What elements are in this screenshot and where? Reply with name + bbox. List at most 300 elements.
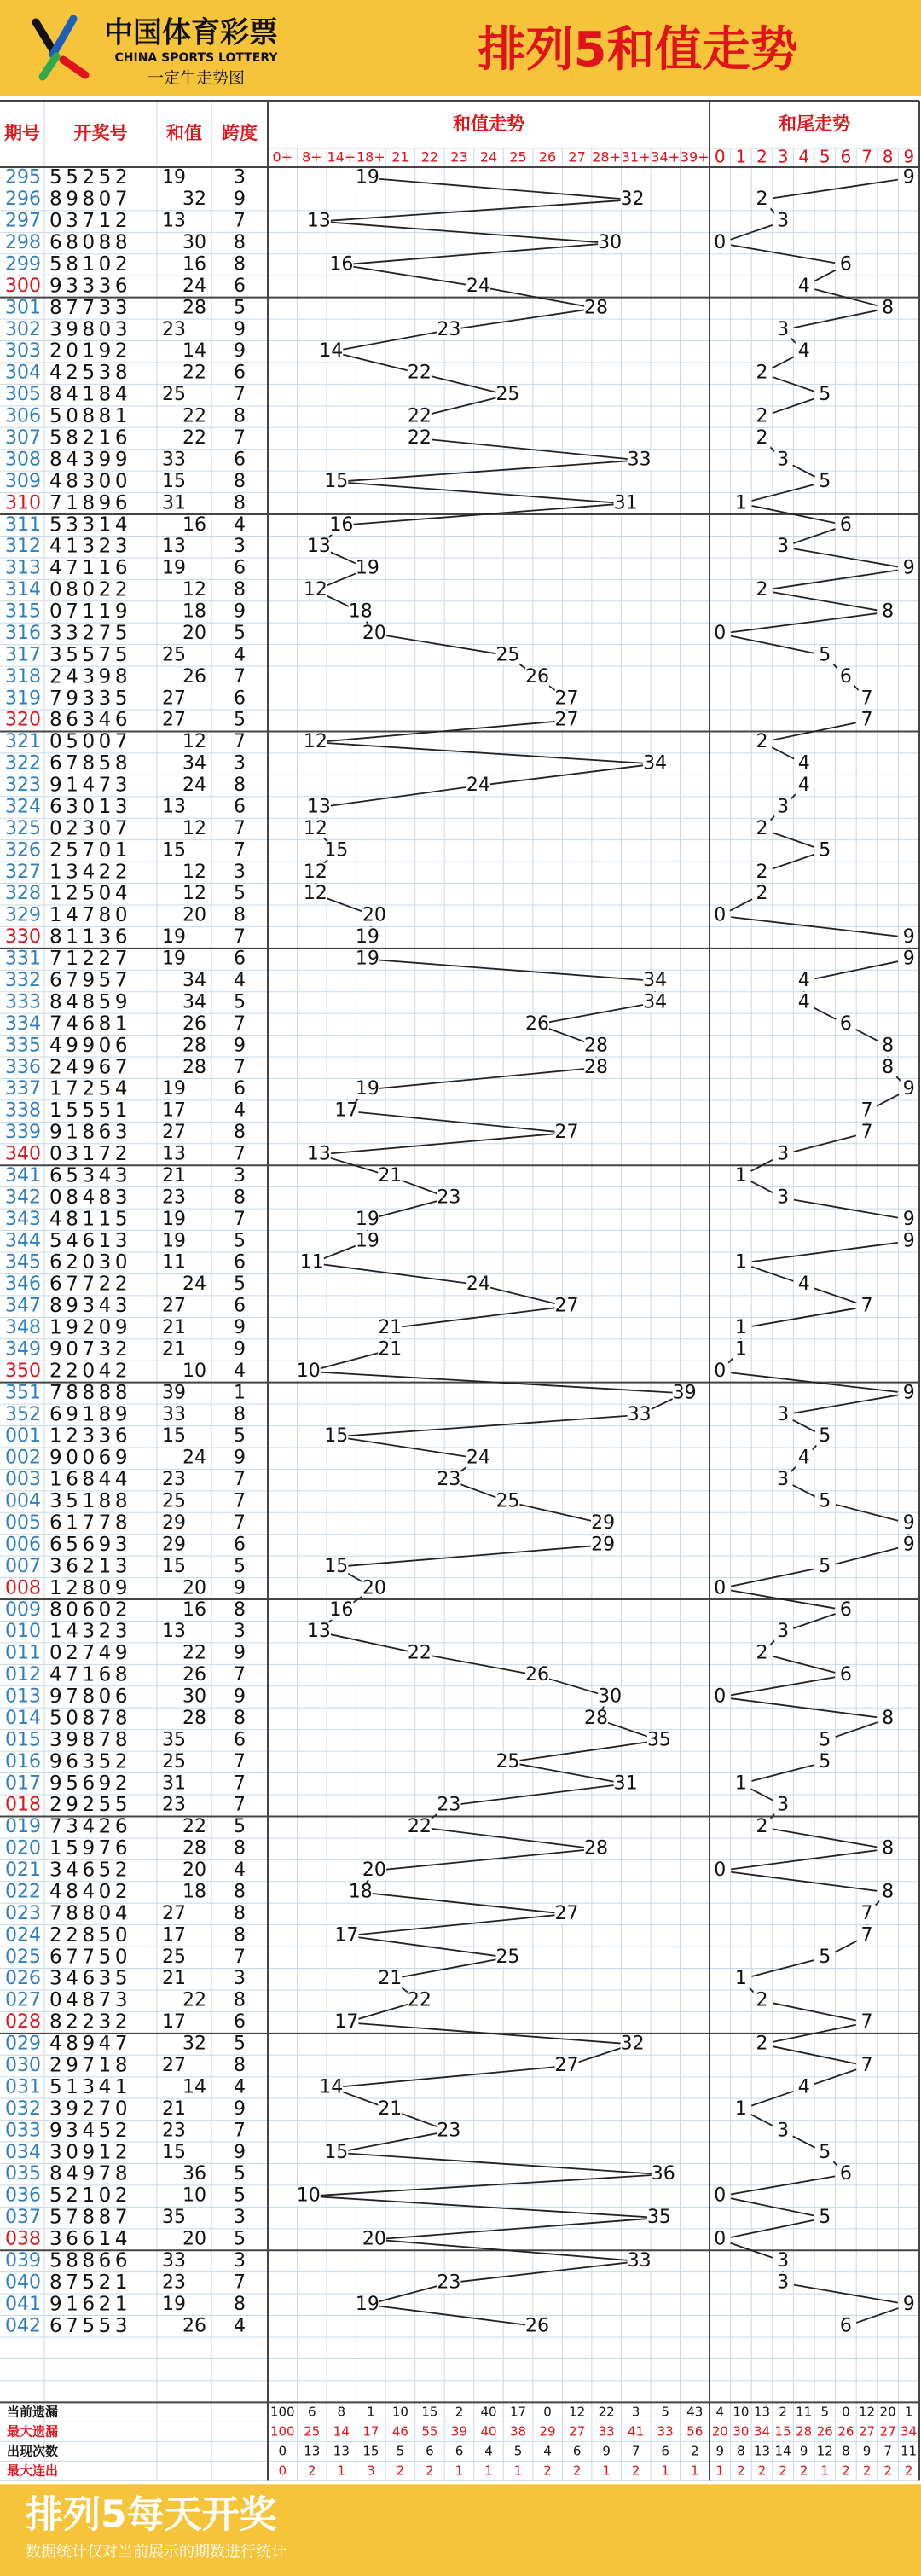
tail-digit-label: 5 — [819, 146, 831, 167]
issue-number: 007 — [5, 1555, 41, 1577]
sum-marker: 22 — [407, 1816, 432, 1838]
sum-value: 23 — [162, 2271, 186, 2294]
span-value: 6 — [234, 1295, 246, 1317]
draw-number: 5 7 8 8 7 — [49, 2206, 128, 2229]
tail-marker: 7 — [860, 1122, 873, 1144]
issue-number: 029 — [5, 2033, 41, 2055]
draw-number: 7 8 8 0 4 — [49, 1902, 128, 1925]
tail-marker: 1 — [734, 1251, 747, 1273]
tail-marker: 2 — [756, 189, 768, 211]
span-value: 4 — [234, 1360, 246, 1382]
draw-number: 3 3 2 7 5 — [49, 622, 128, 645]
draw-number: 2 9 7 1 8 — [49, 2054, 128, 2077]
sum-value: 23 — [162, 1469, 186, 1491]
tail-marker: 7 — [860, 1295, 873, 1317]
issue-number: 326 — [5, 839, 41, 862]
sum-value: 23 — [162, 2120, 186, 2142]
issue-number: 325 — [5, 817, 41, 839]
stat-sum-value: 41 — [628, 2423, 645, 2440]
issue-number: 042 — [5, 2315, 41, 2337]
sum-value: 24 — [182, 275, 206, 297]
stat-label: 最大遗漏 — [7, 2423, 59, 2440]
sum-marker: 33 — [627, 2249, 652, 2271]
sum-value: 20 — [182, 904, 206, 926]
sum-marker: 16 — [329, 253, 354, 276]
span-value: 8 — [234, 775, 246, 797]
sum-value: 16 — [182, 1598, 206, 1621]
stat-tail-value: 34 — [901, 2423, 918, 2440]
sum-bin-label: 8+ — [302, 148, 322, 165]
sum-marker: 20 — [362, 1859, 386, 1882]
stat-sum-value: 12 — [569, 2404, 586, 2420]
tail-marker: 3 — [777, 2120, 790, 2142]
draw-number: 1 2 5 0 4 — [49, 882, 128, 905]
sum-marker: 23 — [437, 1186, 461, 1209]
sum-bin-label: 14+ — [327, 148, 356, 165]
tail-marker: 6 — [839, 1664, 852, 1686]
sum-marker: 30 — [598, 1685, 623, 1708]
sum-value: 35 — [162, 2207, 186, 2229]
sum-bin-label: 18+ — [356, 148, 385, 165]
tail-marker: 9 — [902, 557, 915, 579]
stat-sum-value: 43 — [686, 2404, 704, 2420]
tail-marker: 9 — [902, 1078, 915, 1100]
sum-marker: 15 — [324, 1425, 349, 1448]
stat-sum-value: 10 — [391, 2404, 408, 2420]
issue-number: 017 — [5, 1772, 41, 1795]
stat-sum-value: 8 — [337, 2404, 346, 2420]
stat-sum-value: 2 — [426, 2463, 434, 2479]
issue-number: 299 — [5, 253, 41, 276]
tail-marker: 8 — [882, 297, 895, 319]
sum-marker: 19 — [355, 166, 379, 189]
sum-bin-label: 21 — [391, 148, 409, 165]
sum-value: 13 — [162, 536, 186, 558]
tail-marker: 2 — [756, 861, 768, 883]
sum-value: 16 — [182, 513, 206, 536]
draw-number: 8 9 8 0 7 — [49, 188, 128, 211]
stat-sum-value: 25 — [304, 2423, 321, 2440]
span-value: 9 — [234, 2141, 246, 2163]
draw-number: 4 7 1 6 8 — [49, 1663, 128, 1686]
sum-marker: 25 — [495, 1490, 520, 1512]
span-value: 7 — [234, 1056, 246, 1078]
stat-sum-value: 22 — [598, 2404, 615, 2420]
stat-sum-value: 40 — [480, 2404, 497, 2420]
tail-marker: 2 — [756, 2033, 768, 2055]
issue-number: 348 — [5, 1317, 41, 1339]
span-value: 6 — [234, 557, 246, 579]
stat-tail-value: 34 — [753, 2423, 771, 2440]
span-value: 7 — [234, 1664, 246, 1686]
issue-number: 338 — [5, 1099, 41, 1122]
stat-tail-value: 9 — [862, 2443, 872, 2459]
sum-marker: 17 — [334, 1924, 359, 1947]
draw-number: 6 7 5 5 3 — [49, 2314, 128, 2337]
sum-marker: 13 — [306, 210, 331, 232]
sum-marker: 12 — [303, 731, 327, 753]
issue-number: 346 — [5, 1273, 41, 1296]
span-value: 9 — [234, 1642, 246, 1664]
stat-tail-value: 13 — [753, 2443, 771, 2459]
draw-number: 7 9 3 3 5 — [49, 687, 128, 710]
stat-tail-value: 2 — [779, 2463, 787, 2479]
stat-tail-value: 12 — [816, 2443, 833, 2459]
sum-marker: 12 — [303, 579, 327, 601]
span-value: 9 — [234, 189, 246, 211]
stat-sum-value: 39 — [450, 2423, 468, 2440]
issue-number: 013 — [5, 1685, 41, 1708]
sum-bin-label: 24 — [479, 148, 498, 165]
stat-tail-value: 1 — [904, 2404, 913, 2420]
stat-sum-value: 29 — [539, 2423, 556, 2440]
sum-value: 19 — [162, 166, 186, 189]
sum-value: 23 — [162, 1186, 186, 1209]
sum-value: 33 — [162, 449, 186, 471]
draw-number: 3 9 8 0 3 — [49, 318, 128, 341]
sum-marker: 25 — [495, 384, 520, 406]
footer-note: 数据统计仅对当前展示的期数进行统计 — [26, 2543, 287, 2561]
stat-sum-value: 2 — [631, 2463, 640, 2479]
tail-marker: 6 — [839, 2315, 852, 2337]
tail-marker: 9 — [902, 1382, 915, 1404]
tail-marker: 9 — [902, 926, 915, 949]
stat-sum-value: 6 — [426, 2443, 434, 2459]
sum-marker: 32 — [620, 2033, 645, 2055]
stat-sum-value: 5 — [661, 2404, 669, 2420]
draw-number: 2 2 0 4 2 — [49, 1360, 128, 1383]
sum-marker: 25 — [495, 1750, 520, 1772]
draw-number: 9 1 8 6 3 — [49, 1121, 128, 1144]
sum-marker: 11 — [299, 1251, 324, 1273]
issue-number: 040 — [5, 2271, 41, 2294]
stat-sum-value: 9 — [602, 2443, 611, 2459]
draw-number: 9 1 4 7 3 — [49, 774, 128, 797]
stat-tail-value: 20 — [711, 2423, 728, 2440]
tail-marker: 3 — [777, 1794, 790, 1816]
sum-value: 27 — [162, 1902, 186, 1924]
sum-marker: 12 — [303, 883, 327, 905]
stat-sum-value: 100 — [269, 2423, 295, 2440]
span-value: 5 — [234, 622, 246, 644]
draw-number: 7 3 4 2 6 — [49, 1815, 128, 1838]
tail-marker: 3 — [777, 2271, 790, 2294]
sum-bin-label: 27 — [568, 148, 586, 165]
sum-value: 25 — [162, 1490, 186, 1512]
issue-number: 323 — [5, 775, 41, 797]
sum-marker: 28 — [584, 1837, 609, 1859]
sum-value: 33 — [162, 1403, 186, 1425]
stat-sum-value: 33 — [657, 2423, 674, 2440]
issue-number: 018 — [5, 1794, 41, 1816]
span-value: 7 — [234, 210, 246, 232]
stat-sum-value: 2 — [308, 2463, 316, 2479]
draw-number: 8 6 3 4 6 — [49, 709, 128, 732]
issue-number: 008 — [5, 1577, 41, 1599]
sum-marker: 35 — [646, 2207, 671, 2229]
tail-marker: 6 — [839, 665, 852, 688]
span-value: 9 — [234, 1317, 246, 1339]
issue-number: 329 — [5, 904, 41, 926]
span-value: 5 — [234, 1273, 246, 1296]
tail-marker: 9 — [902, 2293, 915, 2315]
sum-marker: 19 — [355, 1230, 379, 1252]
logo-text-en: CHINA SPORTS LOTTERY — [114, 51, 278, 65]
span-value: 5 — [234, 1555, 246, 1577]
span-value: 5 — [234, 1230, 246, 1252]
sum-value: 17 — [162, 1924, 186, 1947]
sum-value: 10 — [182, 1360, 206, 1382]
tail-marker: 1 — [734, 492, 747, 514]
issue-number: 334 — [5, 1012, 41, 1035]
sum-marker: 29 — [591, 1512, 616, 1534]
stat-sum-value: 0 — [278, 2463, 287, 2479]
issue-number: 041 — [5, 2293, 41, 2315]
sum-marker: 24 — [466, 775, 490, 797]
draw-number: 4 8 3 0 0 — [49, 470, 128, 493]
sum-marker: 31 — [613, 1772, 638, 1795]
sum-value: 29 — [162, 1512, 186, 1534]
sum-value: 26 — [182, 1664, 206, 1686]
tail-marker: 5 — [819, 2141, 831, 2163]
tail-marker: 5 — [819, 839, 831, 862]
sum-value: 22 — [182, 1816, 206, 1838]
stat-tail-value: 26 — [837, 2423, 854, 2440]
sum-marker: 19 — [355, 1078, 379, 1100]
issue-number: 319 — [5, 688, 41, 710]
tail-marker: 4 — [797, 1447, 810, 1469]
stat-tail-value: 15 — [774, 2423, 791, 2440]
tail-marker: 1 — [734, 1338, 747, 1361]
issue-number: 342 — [5, 1186, 41, 1209]
sum-marker: 34 — [643, 991, 668, 1013]
sum-value: 30 — [182, 1685, 206, 1708]
sum-value: 28 — [182, 1707, 206, 1729]
span-value: 9 — [234, 340, 246, 363]
draw-number: 8 7 7 3 3 — [49, 296, 128, 319]
sum-marker: 21 — [378, 1338, 403, 1361]
issue-number: 004 — [5, 1490, 41, 1512]
stat-sum-value: 2 — [396, 2463, 405, 2479]
span-value: 7 — [234, 1143, 246, 1165]
draw-number: 8 2 2 3 2 — [49, 2010, 128, 2034]
draw-number: 5 8 2 1 6 — [49, 426, 128, 450]
sum-value: 19 — [162, 1230, 186, 1252]
issue-number: 020 — [5, 1837, 41, 1859]
sum-marker: 33 — [627, 449, 652, 471]
sum-value: 15 — [162, 1425, 186, 1448]
sum-marker: 23 — [437, 1469, 461, 1491]
span-value: 7 — [234, 1469, 246, 1491]
stat-tail-value: 30 — [733, 2423, 750, 2440]
sum-marker: 26 — [524, 2315, 549, 2337]
draw-number: 0 2 3 0 7 — [49, 817, 128, 840]
sum-marker: 24 — [466, 1273, 490, 1296]
draw-number: 1 2 8 0 9 — [49, 1576, 128, 1599]
stat-tail-value: 2 — [799, 2463, 808, 2479]
sum-value: 27 — [162, 2055, 186, 2076]
span-value: 3 — [234, 752, 246, 775]
sum-value: 22 — [182, 1989, 206, 2011]
issue-number: 302 — [5, 318, 41, 340]
draw-number: 3 9 2 7 0 — [49, 2097, 128, 2121]
tail-digit-label: 2 — [756, 146, 768, 167]
tail-marker: 7 — [860, 2011, 873, 2034]
sum-marker: 26 — [524, 665, 549, 688]
stat-tail-value: 2 — [842, 2463, 850, 2479]
sum-value: 28 — [182, 1035, 206, 1057]
tail-marker: 9 — [902, 948, 915, 970]
tail-marker: 8 — [882, 1056, 895, 1078]
sum-marker: 28 — [584, 297, 609, 319]
span-value: 7 — [234, 665, 246, 688]
tail-marker: 2 — [756, 1816, 768, 1838]
issue-number: 309 — [5, 470, 41, 492]
tail-marker: 5 — [819, 384, 831, 406]
tail-marker: 5 — [819, 1946, 831, 1968]
stat-tail-value: 27 — [879, 2423, 896, 2440]
stat-sum-value: 17 — [362, 2423, 379, 2440]
column-header-span: 跨度 — [222, 123, 258, 143]
issue-number: 313 — [5, 557, 41, 579]
sum-value: 20 — [182, 1577, 206, 1599]
span-value: 9 — [234, 318, 246, 340]
tail-marker: 8 — [882, 1881, 895, 1903]
tail-marker: 5 — [819, 1425, 831, 1448]
sum-marker: 39 — [672, 1382, 697, 1404]
span-value: 8 — [234, 2055, 246, 2076]
span-value: 7 — [234, 1946, 246, 1968]
tail-marker: 2 — [756, 1989, 768, 2011]
sum-marker: 21 — [378, 2097, 403, 2120]
tail-digit-label: 0 — [714, 146, 726, 167]
sum-value: 14 — [182, 340, 206, 363]
span-value: 6 — [234, 2011, 246, 2034]
issue-number: 002 — [5, 1447, 41, 1469]
span-value: 7 — [234, 1512, 246, 1534]
sum-value: 22 — [182, 405, 206, 427]
stat-sum-value: 56 — [686, 2423, 704, 2440]
span-value: 7 — [234, 1490, 246, 1512]
draw-number: 8 9 3 4 3 — [49, 1295, 128, 1318]
span-value: 6 — [234, 948, 246, 970]
draw-number: 6 2 0 3 0 — [49, 1251, 128, 1274]
stat-sum-value: 33 — [598, 2423, 615, 2440]
span-value: 8 — [234, 2293, 246, 2315]
stat-sum-value: 1 — [337, 2463, 346, 2479]
tail-marker: 5 — [819, 2207, 831, 2229]
stat-sum-value: 1 — [602, 2463, 611, 2479]
draw-number: 3 5 1 8 8 — [49, 1490, 128, 1513]
sum-value: 34 — [182, 752, 206, 775]
sum-value: 21 — [162, 1164, 186, 1186]
span-value: 3 — [234, 1164, 246, 1186]
issue-number: 035 — [5, 2163, 41, 2185]
sum-marker: 19 — [355, 948, 379, 970]
draw-number: 3 4 6 5 2 — [49, 1859, 128, 1882]
draw-number: 1 5 9 7 6 — [49, 1837, 128, 1860]
sum-value: 12 — [182, 817, 206, 839]
sum-value: 25 — [162, 1750, 186, 1772]
span-value: 7 — [234, 1794, 246, 1816]
sum-value: 28 — [182, 297, 206, 319]
issue-number: 005 — [5, 1512, 41, 1534]
issue-number: 022 — [5, 1881, 41, 1903]
sum-bin-label: 23 — [450, 148, 468, 165]
sum-bin-label: 28+ — [592, 148, 622, 165]
draw-number: 1 9 2 0 9 — [49, 1316, 128, 1339]
issue-number: 009 — [5, 1598, 41, 1621]
span-value: 8 — [234, 405, 246, 427]
sum-value: 22 — [182, 1642, 206, 1664]
stat-tail-value: 1 — [820, 2463, 830, 2479]
sum-marker: 24 — [466, 1447, 490, 1469]
draw-number: 6 8 0 8 8 — [49, 231, 128, 254]
draw-number: 1 4 3 2 3 — [49, 1620, 128, 1643]
stat-sum-value: 2 — [455, 2404, 464, 2420]
sum-bin-label: 26 — [538, 148, 557, 165]
issue-number: 012 — [5, 1664, 41, 1686]
sum-value: 26 — [182, 665, 206, 688]
draw-number: 3 4 6 3 5 — [49, 1967, 128, 1990]
tail-marker: 3 — [777, 1143, 790, 1165]
span-value: 8 — [234, 232, 246, 254]
tail-marker: 2 — [756, 579, 768, 601]
sum-marker: 13 — [306, 536, 331, 558]
tail-marker: 6 — [839, 1598, 852, 1621]
sum-bin-label: 0+ — [272, 148, 293, 165]
tail-marker: 6 — [839, 253, 852, 276]
sum-marker: 30 — [598, 232, 623, 254]
draw-number: 1 4 7 8 0 — [49, 904, 128, 927]
issue-number: 347 — [5, 1295, 41, 1317]
span-value: 3 — [234, 536, 246, 558]
sum-marker: 27 — [554, 688, 579, 710]
sum-value: 23 — [162, 318, 186, 340]
span-value: 8 — [234, 904, 246, 926]
tail-digit-label: 1 — [735, 146, 747, 167]
draw-number: 9 1 6 2 1 — [49, 2293, 128, 2316]
sum-marker: 13 — [306, 1621, 331, 1643]
sum-marker: 21 — [378, 1968, 403, 1990]
draw-number: 5 1 3 4 1 — [49, 2075, 128, 2098]
issue-number: 351 — [5, 1382, 41, 1404]
span-value: 9 — [234, 1035, 246, 1057]
stat-sum-value: 1 — [455, 2463, 464, 2479]
tail-marker: 4 — [797, 970, 810, 991]
tail-marker: 5 — [819, 470, 831, 492]
tail-marker: 0 — [714, 232, 727, 254]
draw-number: 2 0 1 9 2 — [49, 339, 128, 363]
issue-number: 001 — [5, 1425, 41, 1448]
span-value: 9 — [234, 1685, 246, 1708]
draw-number: 9 0 7 3 2 — [49, 1337, 128, 1361]
sum-marker: 19 — [355, 2293, 379, 2315]
draw-number: 9 3 4 5 2 — [49, 2119, 128, 2142]
span-value: 8 — [234, 1707, 246, 1729]
sum-value: 21 — [162, 1317, 186, 1339]
logo-text-cn: 中国体育彩票 — [104, 15, 278, 50]
stat-sum-value: 0 — [278, 2443, 287, 2459]
sum-marker: 22 — [407, 427, 432, 449]
sum-marker: 15 — [324, 839, 349, 862]
sum-value: 28 — [182, 1056, 206, 1078]
draw-number: 8 0 6 0 2 — [49, 1598, 128, 1622]
issue-number: 306 — [5, 405, 41, 427]
span-value: 5 — [234, 2228, 246, 2250]
tail-marker: 2 — [756, 883, 768, 905]
sum-value: 19 — [162, 2293, 186, 2315]
